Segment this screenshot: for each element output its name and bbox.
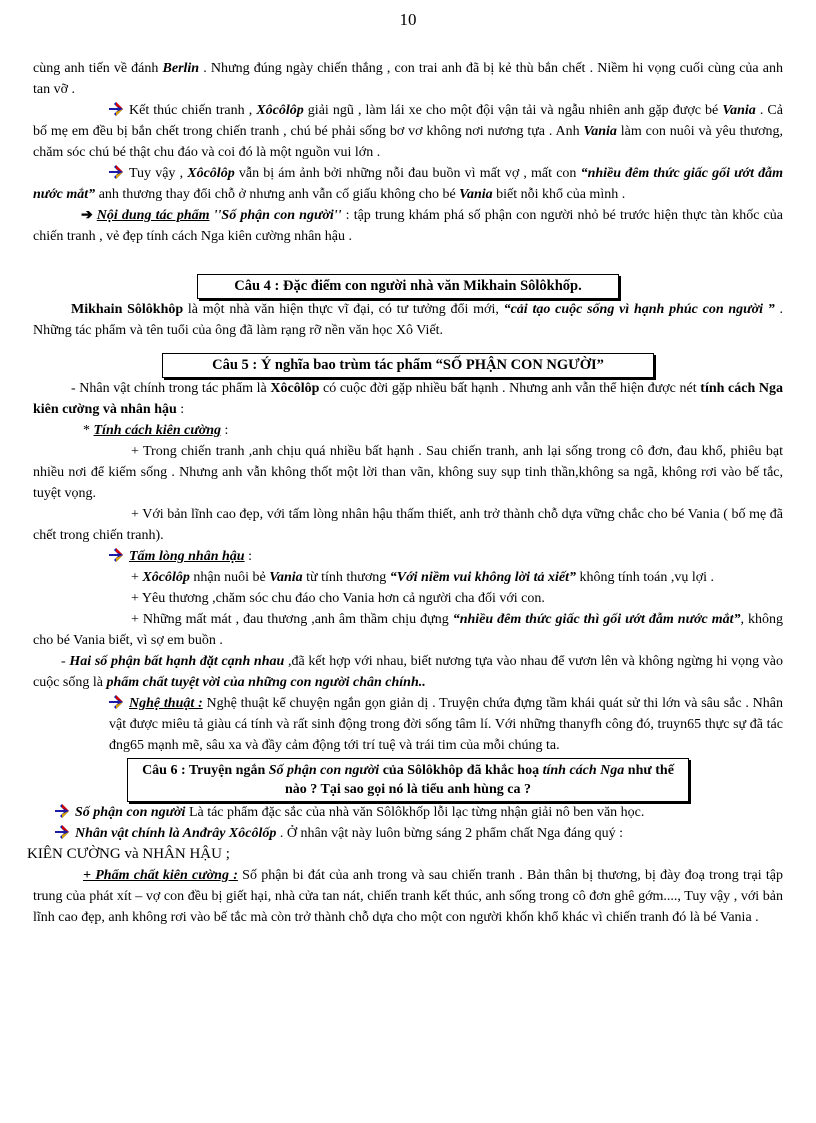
paragraph: Tuy vậy , Xôcôlôp vẫn bị ám ảnh bởi những nỗi đau buồn vì mất vợ , mất con “nhiều đêm thức giấc gối ướt đẫm nước mắt” anh thương thay đổi chỗ ở nhưng anh vẫn cố giấu không cho bé Vania biết nỗi khổ của mình . xyxy=(33,166,784,202)
arrow-bullet-icon xyxy=(55,804,69,818)
arrow-bullet-icon xyxy=(109,102,123,116)
paragraph: Nhân vật chính là Anđrây Xôcôlốp . Ở nhân vật này luôn bừng sáng 2 phẩm chất Nga đáng quý : xyxy=(33,823,783,844)
arrow-bullet-icon xyxy=(109,548,123,562)
paragraph: * Tính cách kiên cường : xyxy=(83,423,229,438)
paragraph: KIÊN CƯỜNG và NHÂN HẬU ; xyxy=(27,846,230,862)
arrow-bullet-icon xyxy=(55,825,69,839)
paragraph: + Với bản lĩnh cao đẹp, với tấm lòng nhân hậu thấm thiết, anh trở thành chỗ dựa vững chắc cho bé Vania ( bố mẹ đã chết trong chiến tranh). xyxy=(33,507,783,543)
star-bullet: * xyxy=(83,423,90,438)
paragraph: + Những mất mát , đau thương ,anh âm thầm chịu đựng “nhiều đêm thức giấc thì gối ướt đẫm nước mắt”, không cho bé Vania biết, vì sợ em buồn . xyxy=(33,612,783,648)
section-heading: Câu 5 : Ý nghĩa bao trùm tác phẩm “SỐ PHẬN CON NGƯỜI” xyxy=(162,353,654,378)
paragraph: Kết thúc chiến tranh , Xôcôlôp giải ngũ , làm lái xe cho một đội vận tải và ngẫu nhiên anh gặp được bé Vania . Cả bố mẹ em đều bị bắn chết trong chiến tranh , chú bé phải sống bơ vơ không nơi nương tựa . Anh Vania làm con nuôi và yêu thương, chăm sóc chú bé thật chu đáo và coi đó là một nguồn vui lớn . xyxy=(33,103,784,160)
paragraph: + Phẩm chất kiên cường : Số phận bi đát của anh trong và sau chiến tranh . Bản thân bị thương, bị đày đoạ trong trại tập trung của phát xít – vợ con đều bị giết hại, nhà cửa tan nát, chiến tranh kết thúc, anh sống trong cô đơn ghê gớm...., Tuy vậy , với bản lĩnh cao đẹp, anh không rơi vào bế tắc mà còn trở thành chỗ dựa cho một con người khốn khổ khác vì chiến tranh đó là bé Vania . xyxy=(33,868,783,925)
paragraph: - Hai số phận bất hạnh đặt cạnh nhau ,đã kết hợp với nhau, biết nương tựa vào nhau để vươn lên và không ngừng hi vọng vào cuộc sống là phẩm chất tuyệt vời của những con người chân chính.. xyxy=(33,654,783,690)
paragraph: cùng anh tiến về đánh Berlin . Nhưng đúng ngày chiến thắng , con trai anh đã bị kẻ thù bắn chết . Niềm hi vọng cuối cùng của anh tan vỡ . xyxy=(33,61,783,97)
arrow-right-icon: ➔ xyxy=(81,208,93,223)
paragraph: Số phận con người Là tác phẩm đặc sắc của nhà văn Sôlôkhốp lỗi lạc từng nhận giải nô ben văn học. xyxy=(33,802,783,823)
arrow-bullet-icon xyxy=(109,165,123,179)
paragraph: ➔ Nội dung tác phẩm ''Số phận con người'' : tập trung khám phá số phận con người nhỏ bé trước hiện thực tàn khốc của chiến tranh , vẻ đẹp tính cách Nga kiên cường nhân hậu . xyxy=(33,208,783,244)
paragraph: Nghệ thuật : Nghệ thuật kể chuyện ngắn gọn giản dị . Truyện chứa đựng tầm khái quát sử thi lớn và sâu sắc . Nhân vật được miêu tả giàu cá tính và rất sinh động trong đời sống tâm lí. Với những thanyfh công đó, truyn65 thực sự đã tác đng65 mạnh mẽ, sâu xa và đầy cảm động tới trí tuệ và trái tim của mỗi chúng ta. xyxy=(109,696,784,753)
paragraph: + Yêu thương ,chăm sóc chu đáo cho Vania hơn cả người cha đối với con. xyxy=(131,591,545,606)
paragraph: Tấm lòng nhân hậu : xyxy=(33,546,783,567)
arrow-bullet-icon xyxy=(109,695,123,709)
section-heading: Câu 4 : Đặc điểm con người nhà văn Mikhain Sôlôkhốp. xyxy=(197,274,619,299)
section-heading: Câu 6 : Truyện ngắn Số phận con người của Sôlôkhôp đã khắc hoạ tính cách Nga như thế nào ? Tại sao gọi nó là tiểu anh hùng ca ? xyxy=(127,758,689,802)
paragraph: Mikhain Sôlôkhôp là một nhà văn hiện thực vĩ đại, có tư tưởng đổi mới, “cải tạo cuộc sống vì hạnh phúc con người ” . Những tác phẩm và tên tuổi của ông đã làm rạng rỡ nền văn học Xô Viết. xyxy=(33,302,783,338)
section-heading-box xyxy=(33,274,783,299)
paragraph: + Trong chiến tranh ,anh chịu quá nhiều bất hạnh . Sau chiến tranh, anh lại sống trong cô đơn, đau khổ, phiêu bạt nhiều nơi để kiếm sống . Nhưng anh vẫn không thốt một lời than vãn, không suy sụp tinh thần,không sa ngã, không rơi vào bế tắc, tuyệt vọng. xyxy=(33,444,783,501)
document-body xyxy=(27,58,784,928)
paragraph: + Xôcôlôp nhận nuôi bẻ Vania từ tính thương “Với niềm vui không lời tả xiết” không tính toán ,vụ lợi . xyxy=(131,570,715,585)
section-heading-box xyxy=(33,758,783,802)
page-number: 10 xyxy=(399,10,417,29)
paragraph: - Nhân vật chính trong tác phẩm là Xôcôlôp có cuộc đời gặp nhiều bất hạnh . Nhưng anh vẫn thể hiện được nét tính cách Nga kiên cường và nhân hậu : xyxy=(33,381,784,417)
section-heading-box xyxy=(33,353,783,378)
